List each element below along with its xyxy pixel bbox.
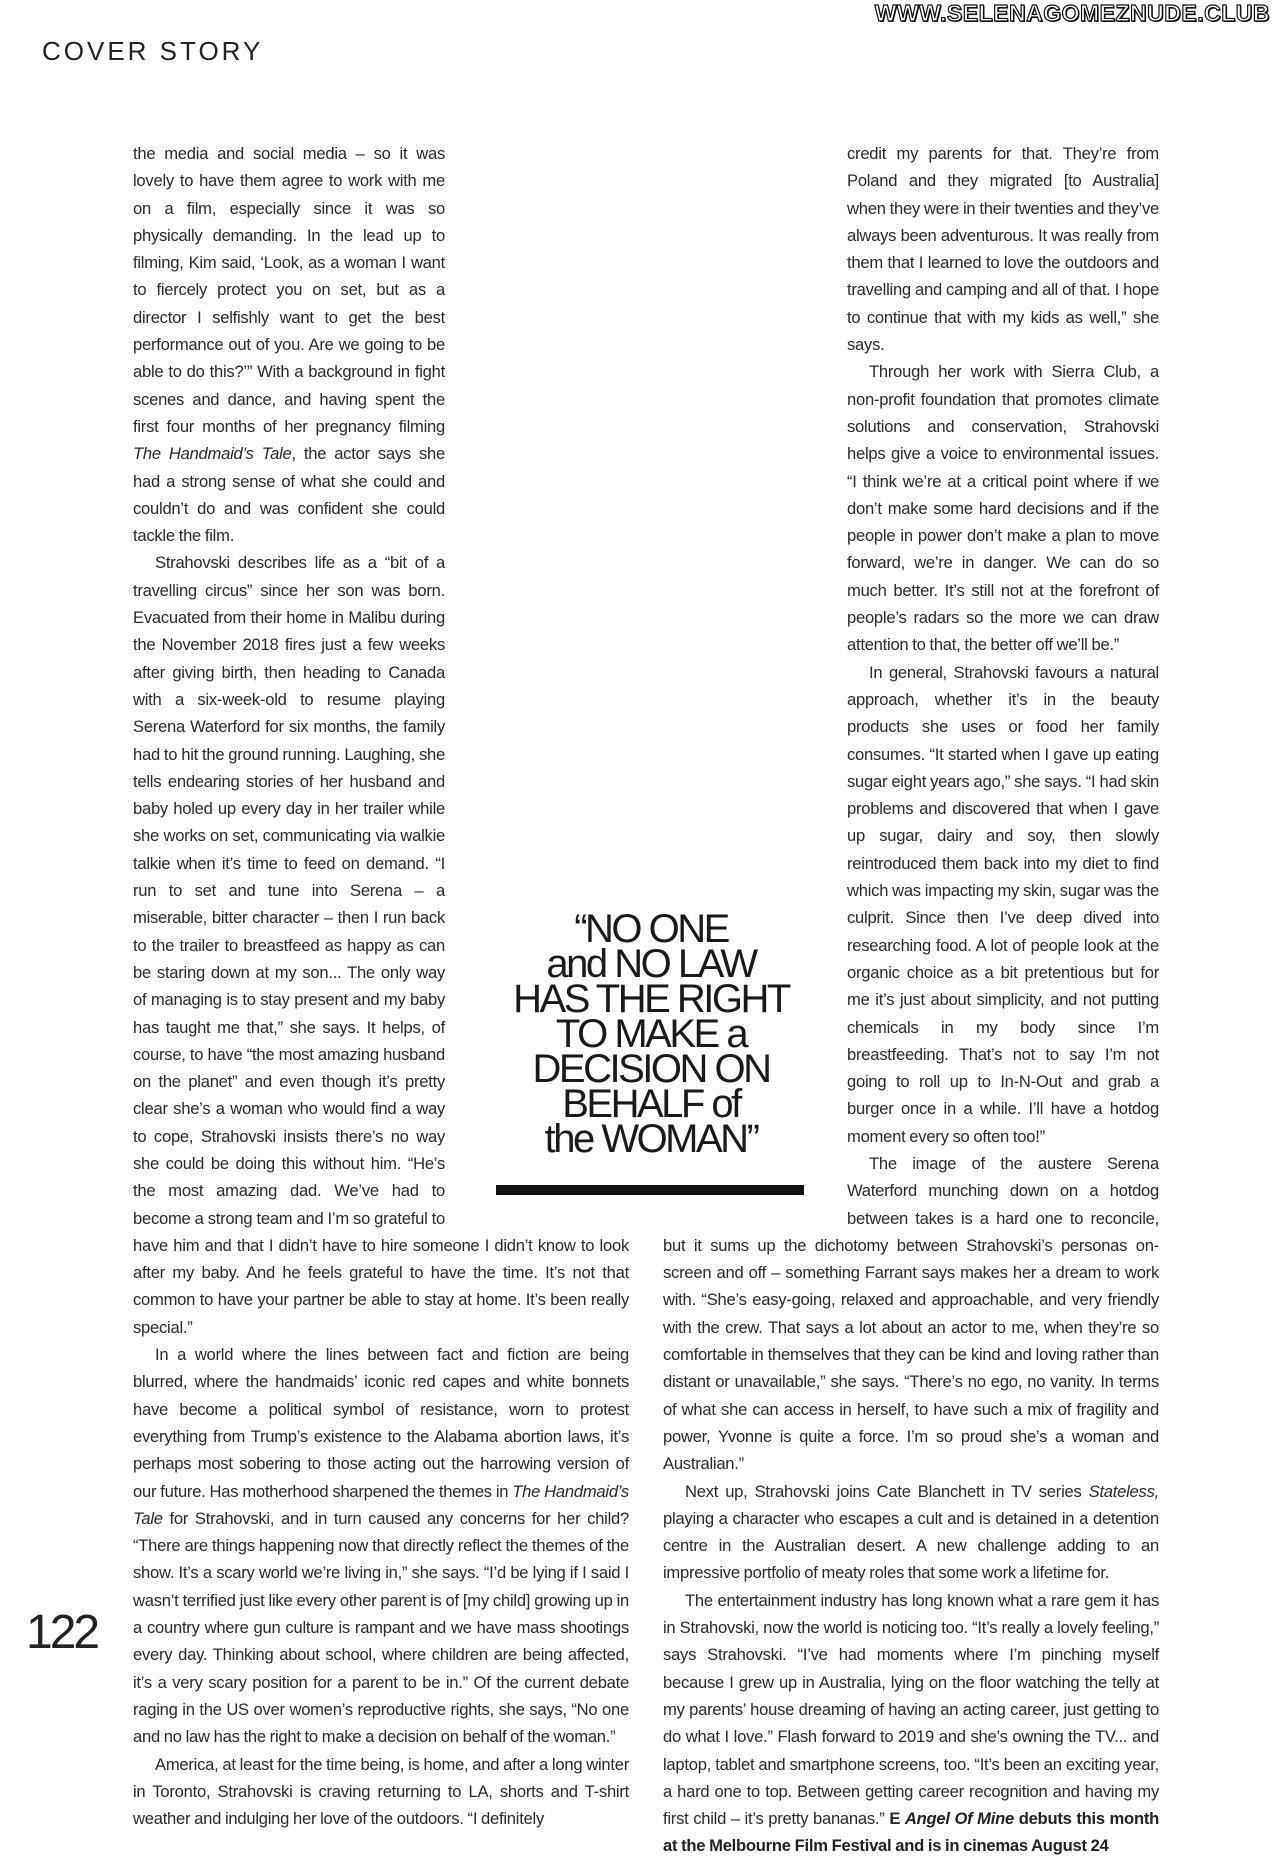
paragraph: Through her work with Sierra Club, a non-profit foundation that promotes climate solutions and conservation, Strahovski helps give a voice to environmental issues. “I think we’re at a critical point where if we don’t make some hard decisions and if the people in power don’t make a plan to move forward, we’re in danger. We can do so much better. It’s still not at the forefront of people’s radars so the more we can draw attention to that, the better off we’ll be.” bbox=[847, 362, 1159, 655]
pull-quote-rule bbox=[496, 1185, 804, 1192]
paragraph: In general, Strahovski favours a natural approach, whether it’s in the beauty products she uses or food her family consumes. “It started when I gave up eating sugar eight years ago,” she says. “I had skin problems and discovered that when I gave up sugar, dairy and soy, then slowly reintroduced them back into my diet to find which was impacting my skin, sugar was the culprit. Since then I’ve deep dived into researching food. A lot of people look at the organic choice as a bit pretentious but for me it’s just about simplicity, and not putting chemicals in my body since I’m breastfeeding. That’s not to say I’m not going to roll up to In-N-Out and grab a burger once in a while. I’ll have a hotdog moment every so often too!” bbox=[847, 662, 1159, 1146]
section-label: COVER STORY bbox=[42, 36, 264, 66]
paragraph: credit my parents for that. They’re from Poland and they migrated [to Australia] when they were in their twenties and they’ve always been adventurous. It was really from them that I learned to love the outdoors and travelling and camping and all of that. I hope to continue that with my kids as well,” she says. bbox=[847, 144, 1159, 355]
show-title: The Handmaid’s Tale bbox=[133, 1481, 629, 1528]
paragraph: The entertainment industry has long known what a rare gem it has in Strahovski, now the world is noticing too. “It’s really a lovely feeling,” says Strahovski. “I’ve had moments where I’m pinching myself because I grew up in Australia, lying on the floor watching the telly at my parents’ house dreaming of having an acting career, just getting to do what I love.” Flash forward to 2019 and she’s owning the TV... and laptop, tablet and smartphone screens, too. “It’s been an exciting year, a hard one to top. Between getting career recognition and having my first child – it’s pretty bananas.” E Angel Of Mine debuts this month at the Melbourne Film Festival and is in cinemas August 24 bbox=[663, 1590, 1159, 1856]
paragraph: Strahovski describes life as a “bit of a travelling circus” since her son was born. Evacuated from their home in Malibu during the November 2018 fires just a few weeks after giving birth, then heading to Canada with a six-week-old to resume playing Serena Waterford for six months, the family had to hit the ground running. Laughing, she tells endearing stories of her husband and baby holed up every day in her trailer while she works on set, communicating via walkie talkie when it’s time to feed on demand. “I run to set and tune into Serena – a miserable, bitter character – then I run back to the trailer to breastfeed as happy as can be staring down at my son... The only way of managing is to stay present and my baby has taught me that,” she says. It helps, of course, to have “the most amazing husband on the planet” and even though it’s pretty clear she’s a woman who would find a way to cope, Strahovski insists there’s no way she could be doing this without him. “He’s the most amazing dad. We’ve had to become a strong team and I’m so grateful to have him and that I didn’t have to hire someone I didn’t know to look after my baby. And he feels grateful to have the time. It’s not that common to have your partner be able to stay at home. It’s been really special.” bbox=[133, 553, 629, 1337]
pull-quote: “NO ONE and NO LAW HAS THE RIGHT TO MAKE a DECISION ON BEHALF of the WOMAN” bbox=[513, 907, 789, 1161]
paragraph: the media and social media – so it was lovely to have them agree to work with me on a film, especially since it was so physically demanding. In the lead up to filming, Kim said, ‘Look, as a woman I want to fiercely protect you on set, but as a director I selfishly want to get the best performance out of you. Are we going to be able to do this?’” With a background in fight scenes and dance, and having spent the first four months of her pregnancy filming The Handmaid’s Tale, the actor says she had a strong sense of what she could and couldn’t do and was confident she could tackle the film. bbox=[133, 144, 445, 546]
end-mark: E bbox=[889, 1809, 901, 1829]
paragraph: The image of the austere Serena Waterford munching down on a hotdog between takes is a hard one to reconcile, but it sums up the dichotomy between Strahovski’s personas on-screen and off – something Farrant says makes her a dream to work with. “She’s easy-going, relaxed and approachable, and very friendly with the crew. That says a lot about an actor to me, when they’re so comfortable in themselves that they can be kind and loving rather than distant or unavailable,” she says. “There’s no ego, no vanity. In terms of what she can access in herself, to have such a mix of fragility and power, Yvonne is quite a force. I’m so proud she’s a woman and Australian.” bbox=[663, 1153, 1159, 1474]
show-title: The Handmaid’s Tale bbox=[133, 444, 292, 464]
paragraph: America, at least for the time being, is home, and after a long winter in Toronto, Strahovski is craving returning to LA, shorts and T-shirt weather and indulging her love of the outdoors. “I definitely bbox=[133, 1754, 629, 1829]
series-title: Stateless, bbox=[1088, 1481, 1159, 1501]
watermark: WWW.SELENAGOMEZNUDE.CLUB bbox=[874, 0, 1270, 26]
paragraph: In a world where the lines between fact and fiction are being blurred, where the handmaids’ iconic red capes and white bonnets have become a political symbol of resistance, worn to protest everything from Trump’s existence to the Alabama abortion laws, it’s perhaps most sobering to those acting out the harrowing version of our future. Has motherhood sharpened the themes in The Handmaid’s Tale for Strahovski, and in turn caused any concerns for her child? “There are things happening now that directly reflect the themes of the show. It’s a scary world we’re living in,” she says. “I’d be lying if I said I wasn’t terrified just like every other parent is of [my child] growing up in a country where gun culture is rampant and we have mass shootings every day. Thinking about school, where children are being affected, it’s a very scary position for a parent to be in.” Of the current debate raging in the US over women’s reproductive rights, she says, “No one and no law has the right to make a decision on behalf of the woman.” bbox=[133, 1345, 629, 1747]
release-credit: debuts this month at the Melbourne Film Festival and is in cinemas August 24 bbox=[663, 1809, 1159, 1856]
paragraph: Next up, Strahovski joins Cate Blanchett in TV series Stateless, playing a character who escapes a cult and is detained in a detention centre in the Australian desert. A new challenge adding to an impressive portfolio of meaty roles that some work a lifetime for. bbox=[663, 1481, 1159, 1583]
film-title: Angel Of Mine bbox=[904, 1809, 1014, 1829]
page-number: 122 bbox=[26, 1606, 98, 1659]
